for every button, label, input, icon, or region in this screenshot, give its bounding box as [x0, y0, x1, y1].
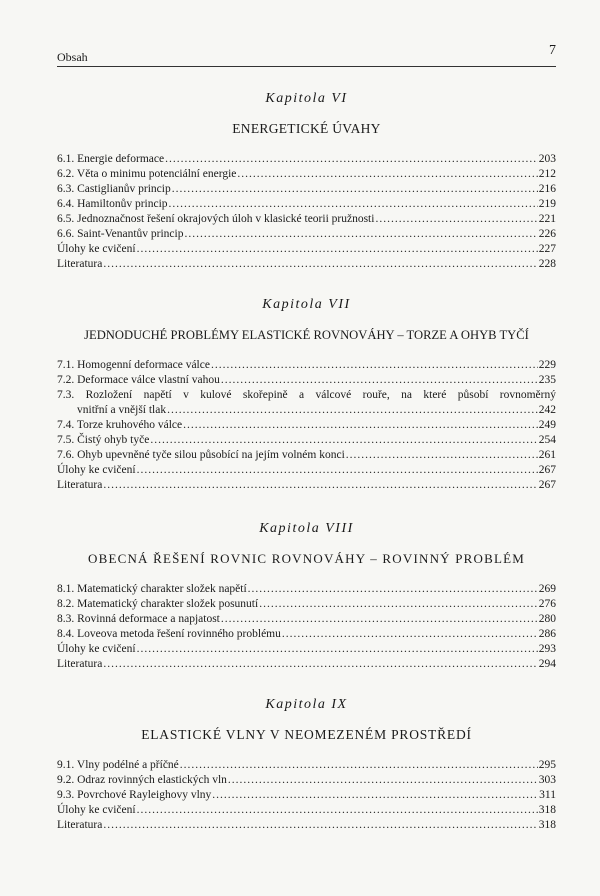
toc-entry-text: Úlohy ke cvičení [57, 643, 136, 655]
toc-entry [57, 152, 556, 167]
toc-entry-continuation: vnitřní a vnější tlak [77, 404, 167, 416]
chapter-7 [57, 296, 556, 493]
leader-dots [172, 182, 538, 197]
toc-entry-page: 227 [538, 243, 556, 255]
chapter-title: ENERGETICKÉ ÚVAHY [232, 121, 381, 136]
toc-entry [57, 642, 556, 657]
toc-entry [57, 803, 556, 818]
leader-dots [282, 627, 538, 642]
toc-entry-text: 7.4. Torze kruhového válce [57, 419, 183, 431]
toc-entry-text: 6.2. Věta o minimu potenciální energie [57, 168, 237, 180]
leader-dots [137, 463, 538, 478]
toc-entry-text: 7.6. Ohyb upevněné tyče silou působící na jejím volném konci [57, 449, 345, 461]
toc-entry-text: 6.5. Jednoznačnost řešení okrajových úloh v klasické teorii pružnosti [57, 213, 375, 225]
chapter-label: Kapitola VII [262, 297, 351, 312]
toc-entry-page: 249 [538, 419, 556, 431]
toc-entry-text: 6.3. Castiglianův princip [57, 183, 171, 195]
toc-entry [57, 388, 556, 418]
leader-dots [228, 773, 538, 788]
toc-entry [57, 597, 556, 612]
leader-dots [248, 582, 538, 597]
leader-dots [184, 227, 537, 242]
toc-entry-page: 226 [538, 228, 556, 240]
chapter-label: Kapitola VIII [259, 521, 354, 536]
toc-entry-page: 219 [538, 198, 556, 210]
toc-entry-text: Úlohy ke cvičení [57, 243, 136, 255]
toc-entry [57, 242, 556, 257]
toc-entry [57, 788, 556, 803]
leader-dots [375, 212, 537, 227]
toc-entry [57, 448, 556, 463]
toc-entry [57, 182, 556, 197]
toc-entry [57, 818, 556, 833]
leader-dots [103, 818, 537, 833]
toc-entry [57, 212, 556, 227]
section-title: Obsah [57, 50, 88, 64]
chapter-6 [57, 90, 556, 272]
leader-dots [103, 657, 537, 672]
toc-entry-text: 9.1. Vlny podélné a příčné [57, 759, 179, 771]
chapter-label: Kapitola VI [265, 91, 348, 106]
toc-entry [57, 582, 556, 597]
running-header [57, 43, 556, 67]
leader-dots [180, 758, 538, 773]
toc-entry [57, 197, 556, 212]
toc-entry [57, 463, 556, 478]
chapter-label: Kapitola IX [265, 697, 348, 712]
toc-entry [57, 657, 556, 672]
toc-entry-text: 6.1. Energie deformace [57, 153, 165, 165]
toc-entry-page: 267 [538, 479, 556, 491]
toc-entry-page: 235 [538, 374, 556, 386]
toc-entry-page: 229 [538, 359, 556, 371]
toc-entry-page: 293 [538, 643, 556, 655]
leader-dots [169, 197, 538, 212]
toc-entry-text: Literatura [57, 258, 103, 270]
leader-dots [221, 612, 538, 627]
toc-entry [57, 167, 556, 182]
toc-entry-page: 261 [538, 449, 556, 461]
toc-entry-page: 311 [539, 789, 556, 801]
toc-entry-page: 254 [538, 434, 556, 446]
toc-entry-page: 303 [538, 774, 556, 786]
toc-entry-page: 242 [538, 404, 556, 416]
chapter-title: OBECNÁ ŘEŠENÍ ROVNIC ROVNOVÁHY – ROVINNÝ PROBLÉM [87, 551, 526, 566]
toc-entry [57, 373, 556, 388]
chapter-title: JEDNODUCHÉ PROBLÉMY ELASTICKÉ ROVNOVÁHY – TORZE A OHYB TYČÍ [84, 328, 529, 342]
chapter-8 [57, 520, 556, 672]
toc-entry-page: 318 [538, 819, 556, 831]
toc-entry-text: 7.2. Deformace válce vlastní vahou [57, 374, 220, 386]
toc-entry-page: 216 [538, 183, 556, 195]
toc-entry-page: 269 [538, 583, 556, 595]
toc-entry-page: 280 [538, 613, 556, 625]
toc-entry [57, 257, 556, 272]
leader-dots [259, 597, 538, 612]
toc-entry [57, 227, 556, 242]
toc-entry-page: 276 [538, 598, 556, 610]
toc-entry [57, 773, 556, 788]
toc-entry-text: 6.4. Hamiltonův princip [57, 198, 168, 210]
toc-entry-text: 8.1. Matematický charakter složek napětí [57, 583, 247, 595]
chapter-9 [57, 696, 556, 833]
toc-entry-page: 203 [538, 153, 556, 165]
chapter-title: ELASTICKÉ VLNY V NEOMEZENÉM PROSTŘEDÍ [141, 727, 472, 742]
leader-dots [183, 418, 538, 433]
toc-entry-page: 212 [538, 168, 556, 180]
leader-dots [237, 167, 537, 182]
toc-entry-page: 294 [538, 658, 556, 670]
toc-entry-text: 6.6. Saint-Venantův princip [57, 228, 184, 240]
toc-entry-page: 267 [538, 464, 556, 476]
leader-dots [167, 403, 538, 418]
toc-entry-page: 318 [538, 804, 556, 816]
leader-dots [137, 242, 538, 257]
toc-entry-text: Úlohy ke cvičení [57, 804, 136, 816]
toc-entry [57, 418, 556, 433]
toc-entry-text: Literatura [57, 819, 103, 831]
toc-entry-page: 295 [538, 759, 556, 771]
page-number: 7 [549, 43, 556, 58]
toc-entry-text: 7.3. Rozložení napětí v kulové skořepině a válcové rouře, na které působí rovnoměrný [57, 389, 556, 401]
toc-entry-text: Literatura [57, 658, 103, 670]
toc-entry-text: 8.3. Rovinná deformace a napjatost [57, 613, 220, 625]
leader-dots [103, 478, 537, 493]
toc-entry-text: 8.2. Matematický charakter složek posunutí [57, 598, 259, 610]
toc-entry [57, 478, 556, 493]
toc-entry [57, 612, 556, 627]
leader-dots [221, 373, 538, 388]
toc-entry-page: 286 [538, 628, 556, 640]
toc-entry-text: Úlohy ke cvičení [57, 464, 136, 476]
leader-dots [103, 257, 537, 272]
toc-entry-page: 228 [538, 258, 556, 270]
toc-entry-page: 221 [538, 213, 556, 225]
leader-dots [150, 433, 537, 448]
toc-entry-text: Literatura [57, 479, 103, 491]
leader-dots [137, 803, 538, 818]
toc-entry-text: 7.5. Čistý ohyb tyče [57, 434, 150, 446]
leader-dots [165, 152, 538, 167]
toc-entry [57, 358, 556, 373]
toc-entry-text: 9.3. Povrchové Rayleighovy vlny [57, 789, 212, 801]
leader-dots [212, 788, 538, 803]
leader-dots [346, 448, 538, 463]
toc-entry [57, 758, 556, 773]
toc-entry-text: 7.1. Homogenní deformace válce [57, 359, 210, 371]
leader-dots [137, 642, 538, 657]
leader-dots [211, 358, 538, 373]
toc-entry-text: 9.2. Odraz rovinných elastických vln [57, 774, 227, 786]
toc-entry [57, 433, 556, 448]
toc-entry-text: 8.4. Loveova metoda řešení rovinného problému [57, 628, 281, 640]
toc-entry [57, 627, 556, 642]
